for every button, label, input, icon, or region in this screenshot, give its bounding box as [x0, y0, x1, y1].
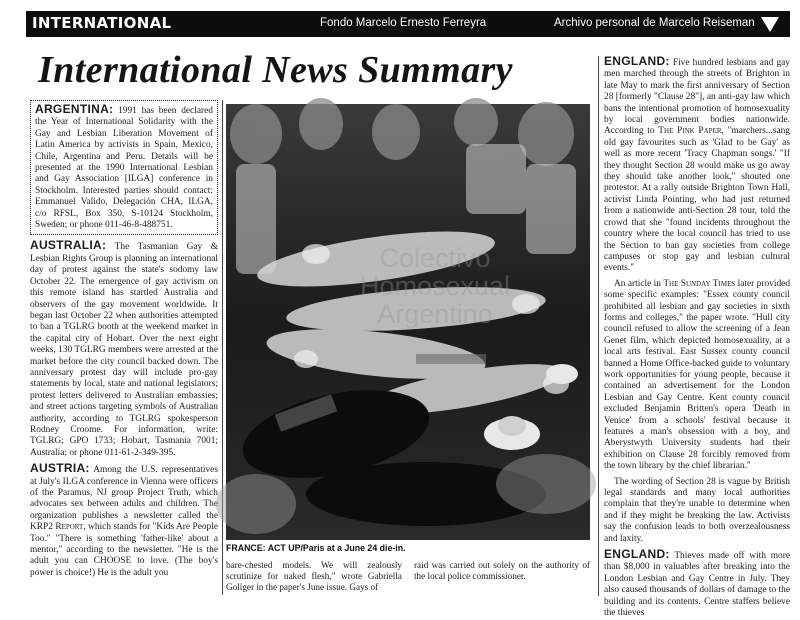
photo-caption: FRANCE: ACT UP/Paris at a June 24 die-in.: [226, 543, 406, 553]
column-rule-right: [598, 56, 599, 596]
england-item: [604, 56, 790, 275]
argentina-item: [30, 100, 218, 235]
bottom-text-col-1: bare-chested models. We will zealously scrutinize for naked flesh," wrote Gabriella Goliger in the paper's June issue. Gays of: [226, 560, 402, 593]
watermark-line: Argentino: [377, 299, 493, 329]
archive-credit-left: Fondo Marcelo Ernesto Ferreyra: [320, 17, 487, 29]
england-text-3: Thieves made off with more than $8,000 in valuables after breaking into the London Lesbian and Gay Centre in July. They also caused thousands of dollars of damage to the building and its contents. Centre staffers believe the thieves: [604, 551, 790, 619]
england-text-2b: later provided some specific examples: "Essex county council prohibited all lesbian and gay societies in sixth forms and colleges," the paper wrote. "Hull city council refused to allow the screening of a Jean Genet film, which depicted homosexuality, at a local arts festival. East Sussex county council banned a Home Office-backed guide to voluntary work opportunities for young people, because it contained an advertisement for the London Lesbian and Gay Centre. Kent county council excluded Benjamin Britten's opera 'Death in Venice' from a schools' festival because it features a man's obsession with a boy, and Aberystwyth University students had their exhibition on Clause 28 forcibly removed from the town library by the chief librarian.": [604, 278, 791, 472]
pink-paper-name: The Pink Paper: [658, 126, 722, 137]
protest-photo-image: [226, 104, 590, 540]
argentina-lead: ARGENTINA:: [35, 102, 114, 116]
austria-text-1: Among the U.S. representatives at July's ILGA conference in Vienna were officers of the Paramus, NJ group Project Truth, which advocates sex between adults and children. The organization publishes a newsletter called the: [30, 465, 218, 521]
photo-die-in: [226, 104, 590, 540]
australia-text: The Tasmanian Gay & Lesbian Rights Group is planning an international day of protest against the state's sodomy law October 22. The emergence of gay activism on this remote island has startled Australia and observers of the gay movement worldwide. It began last October 22 when authorities attempted to ban a TGLRG booth at the weekend market in the capital city of Hobart. Over the next eight weeks, 130 TGLRG members were arrested at the market before the city council backed down. The anniversary protest day will include pro-gay statements by local, state and national legislators; protest letters delivered to Australian embassies; and street actions targeting symbols of Australian authority, according to TGLRG spokesperson Rodney Croome. For information, write: TGLRG; GPO 1733; Hobart, Tasmania 7001; Australia; or phone 011-61-2-349-395.: [30, 242, 218, 458]
australia-lead: AUSTRALIA:: [30, 238, 107, 253]
australia-item: [30, 240, 218, 459]
section-label: INTERNATIONAL: [32, 14, 172, 32]
left-column: [30, 100, 218, 599]
newsletter-name: KRP2 Report: [30, 522, 84, 533]
england-text-1b: , "marchers...sang old gay favourites such as 'Glad to be Gay' as well as more recent 'Tracy Chapman songs.' "If they thought Section 28 would make us go away they should take another look," shouted one protestor. At a rally outside Brighton Town Hall, activist Linda Pointing, who had just returned from a nationwide anti-Section 28 tour, told the crowd that she "found incidents throughout the country where the local council has tried to use the Section to ban gay societies from college campuses or stop gay and lesbian cultural events.": [604, 126, 790, 274]
england-text-1a: Five hundred lesbians and gay men marched through the streets of Brighton in late May to mark the first anniversary of Section 28 [formerly "Clause 28"], an anti-gay law which bans the intentional promotion of homosexuality by local government bodies nationwide. According to: [604, 58, 790, 137]
watermark-line: Colectivo: [379, 243, 491, 273]
austria-text-2: , which stands for "Kids Are People Too." "There is something 'father-like' about a mentor," according to the newsletter. "He is the adult you can CHOOSE to love. (The boy's power is choice!) He is the adult you: [30, 522, 218, 578]
england-item-2: [604, 549, 790, 619]
england-lead: ENGLAND:: [604, 54, 670, 68]
england-paragraph-2: [604, 279, 790, 473]
header-bar: [26, 11, 790, 37]
sunday-times-name: The Sunday Times: [663, 278, 736, 289]
england-lead-2: ENGLAND:: [604, 547, 670, 562]
archive-credit-right: Archivo personal de Marcelo Reiseman: [554, 17, 755, 29]
england-paragraph-3: The wording of Section 28 is vague by British legal standards and many local authorities complain that they're unable to determine when and if they might be breaking the law. Activists say the confusion leads to both overzealousness and laxity.: [604, 476, 790, 544]
england-text-2a: An article in: [614, 278, 664, 289]
austria-item: [30, 463, 218, 579]
page-title: International News Summary: [38, 49, 513, 91]
right-column: [604, 54, 791, 619]
triangle-down-icon: [760, 15, 780, 33]
bottom-text-col-2: raid was carried out solely on the authority of the local police commissioner.: [414, 560, 590, 582]
austria-lead: AUSTRIA:: [30, 461, 90, 476]
argentina-text: 1991 has been declared the Year of International Solidarity with the Gay and Lesbian Liberation Movement of Latin America by activists in Spain, Mexico, Chile, Argentina and Peru. Details will be presented at the 1990 International Lesbian and Gay Association [ILGA] conference in Stockholm. Interested parties should contact: Emmanuel Valido, Delegación CHA, ILGA, c/o RFSL, Box 350, S-10124 Stockholm, Sweden; or phone 011-46-8-488751.: [35, 106, 213, 231]
watermark-line: Homosexual: [359, 271, 511, 301]
